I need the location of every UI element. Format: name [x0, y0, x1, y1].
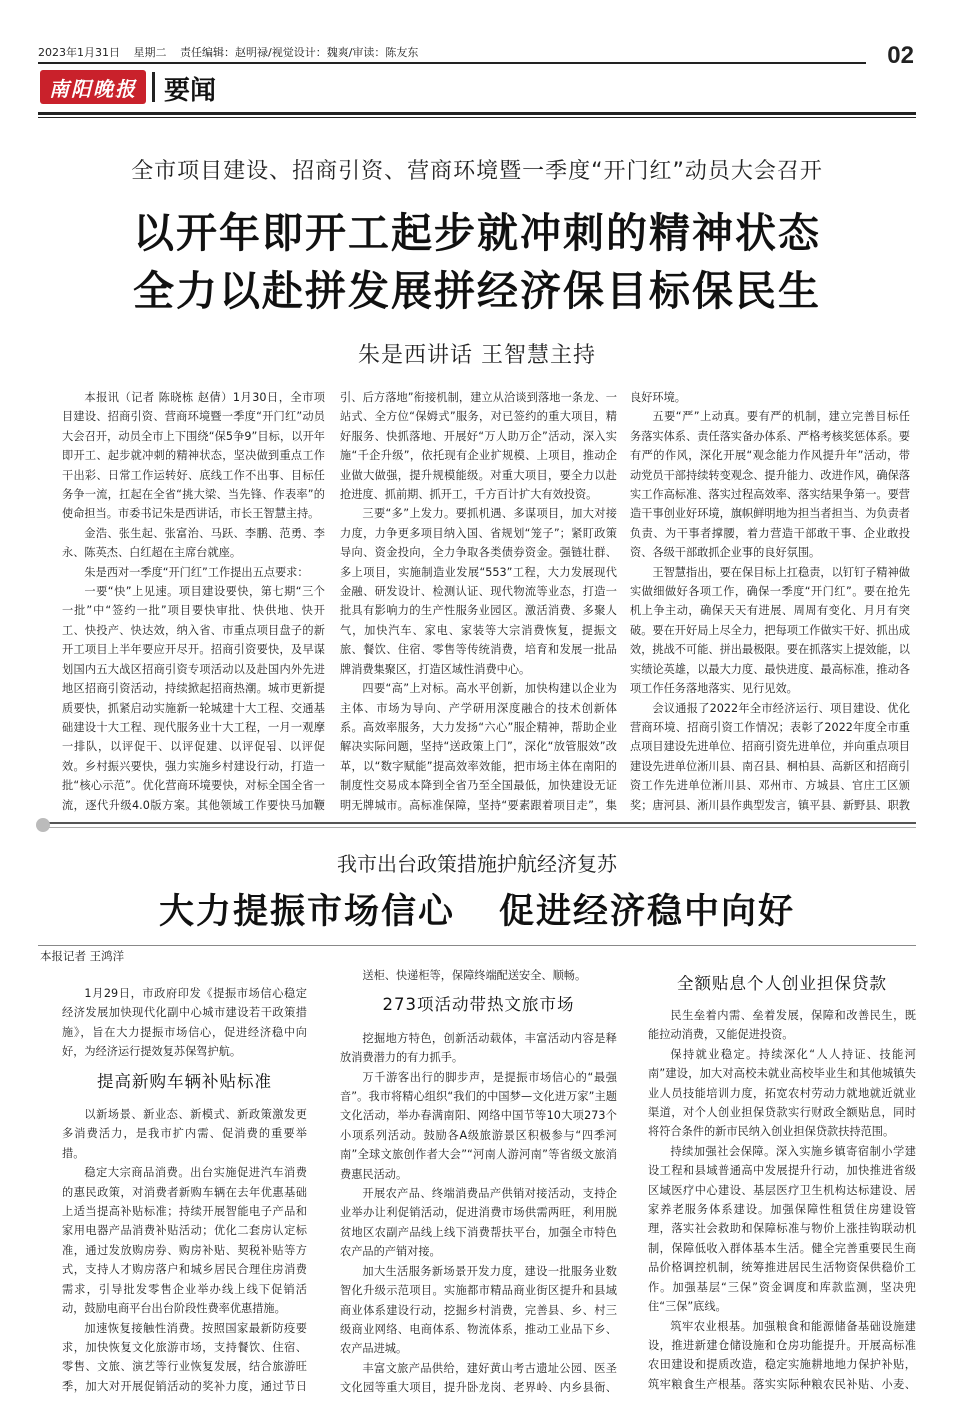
article1-paragraph: 本报讯（记者 陈晓栋 赵倩）1月30日，全市项目建设、招商引资、营商环境暨一季度“开门红”动员大会召开，动员全市上下围绕“保5争9”目标，以开年即开工、起步就冲刺的精神状态，坚决做到重点工作干出彩、日常工作运转好、底线工作不出事、目标任务争一流，扛起在全省“挑大梁、当先锋、作表率”的使命担当。市委书记朱是西讲话，市长王智慧主持。 — [62, 391, 325, 521]
article1-paragraph: 金浩、张生起、张富治、马跃、李鹏、范勇、李永、陈英杰、白红超在主席台就座。 — [62, 526, 325, 560]
article2-column-1 — [62, 984, 307, 1396]
article2-byline: 本报记者 王鸿洋 — [40, 949, 125, 963]
header-thin-rule — [38, 117, 916, 118]
article2-paragraph: 持续加强社会保障。深入实施乡镇寄宿制小学建设工程和县域普通高中发展提升行动，加快推进省级区域医疗中心建设、基层医疗卫生机构达标建设、居家养老服务体系建设。加强保障性租赁住房建设管理，落实社会救助和保障标准与物价上涨挂钩联动机制，保障低收入群体基本生活。健全完善重要民生商品价格调控机制，统筹推进居民生活物资保供稳价工作。加强基层“三保”资金调度和库款监测，坚决兜住“三保”底线。 — [648, 1144, 916, 1314]
article2-subhead-cultural-tourism: 273项活动带热文旅市场 — [382, 995, 575, 1015]
article2-headline-part2: 促进经济稳中向好 — [499, 892, 796, 932]
article1-paragraph: 一要“快”上见速。项目建设要快，第七期“三个一批”中“签约一批”项目要快审批、快供地、快开工、快投产、快达效，纳入省、市重点项目盘子的新开工项目上半年要应开尽开。招商引资要快，及早谋划国内五大战区招商引资专项活动以及赴国内外先进地区招商引资活动，持续掀起招商热潮。城市更新提质要快，抓紧启动实施新一轮城建十大工程、交通基础建设十大工程、现代服务业十大工程，一月一观摩一排队，以评促干、以评促建、以评促됨、以评促效。乡村振兴要快，强力实施乡村建设行动，打造一批“核心示范”。优化营商环境要快，对标全国全省一流，逐代升级4.0版方案。其他领域工作要快马加鞭 — [62, 585, 325, 812]
article1-paragraph: 三要“多”上发力。要抓机遇、多谋项目，加大对接力度，力争更多项目纳入国、省规划“笼子”；紧盯政策导向、资金投向，全力争取各类债券资金。强链壮群、多上项目，实施制造业发展“553”工程，大力发展现代金融、研发设计、检测认证、现代物流等业态，打造一批具有影响力的生产性服务业园区。激活消费、多聚人气，加快汽车、家电、家装等大宗消费恢复，提振文旅、餐饮、住宿、零售等传统消费，培育和发展一批品牌消费集聚区，打造区域性消费中心。 — [340, 507, 617, 676]
article2-paragraph: 加速恢复接触性消费。按照国家最新防疫要求，加快恢复文化旅游市场，支持餐饮、住宿、零售、文旅、演艺等行业恢复发展，结合旅游旺季，加大对开展促销活动的奖补力度，通过节日 — [62, 1321, 307, 1393]
article2-rule — [38, 945, 916, 946]
article2-headline-part1: 大力提振市场信心 — [158, 892, 455, 932]
article2-subhead-loan-interest: 全额贴息个人创业担保贷款 — [677, 974, 887, 993]
article1-paragraph: 良好环境。 — [630, 391, 686, 404]
article2-paragraph: 民生垒着内需、垒着发展，保障和改善民生，既能拉动消费，又能促进投资。 — [648, 1009, 916, 1042]
article2-paragraph: 筑牢农业根基。加强粮食和能源储备基础设施建设，推进新建仓储设施和仓房功能提升。开展高标准农田建设和提质改造，稳定实施耕地地力保护补贴，筑牢粮食生产根基。落实实际种粮农民补贴、小麦、 — [648, 1319, 916, 1391]
article1-paragraph: 王智慧指出，要在保目标上扛稳责，以钉钉子精神做实做细做好各项工作，确保一季度“开门红”。要在抢先机上争主动，确保天天有进展、周周有变化、月月有突破。要在开好局上尽全力，把每项工作做实干好、抓出成效，挑战不可能、拼出最极限。要在抓落实上提效能，以实绩论英雄，以最大力度、最快进度、最高标准，推动各项工作任务落地落实、见行见效。 — [630, 565, 910, 696]
section-divider — [152, 72, 155, 102]
article2-paragraph: 开展农产品、终端消费品产供销对接活动，支持企业举办让利促销活动，促进消费市场供需两旺，利用脱贫地区农副产品线上线下消费帮扶平台，加强全市特色农产品的产销对接。 — [340, 1187, 617, 1259]
article2-headline — [0, 884, 954, 934]
page-number: 02 — [887, 42, 914, 69]
article1-paragraph: 五要“严”上动真。要有严的机制，建立完善目标任务落实体系、责任落实备办体系、严格考核奖惩体系。要有严的作风，深化开展“观念能力作风提升年”活动，带动党员干部持续转变观念、提升能力、改进作风，确保落实工作高标准、落实过程高效率、落实结果争第一。要营造干事创业好环境，旗帜鲜明地为担当者担当、为负责者负责、为干事者撑腰，着力营造干部敢干事、企业敢投资、各级干部敢抓企业事的良好氛围。 — [630, 410, 910, 560]
article1-paragraph: 四要“高”上对标。高水平创新，加快构建以企业为主体、市场为导向、产学研用深度融合的技术创新体系。高效率服务，大力发扬“六心”服企精神，帮助企业解决实际问题，坚持“送政策上门”，深化“放管服效”改革，以“数字赋能”提高效率效能，把市场主体在南阳的制度性交易成本降到全省乃至全国最低，加快建设无证明无牌城市。高标准保障，坚持“要素跟着项目走”，集 — [340, 682, 617, 812]
article2-paragraph: 以新场景、新业态、新模式、新政策激发更多消费活力，是我市扩内需、促消费的重要举措。 — [62, 1108, 307, 1160]
article1-column-2 — [340, 388, 617, 812]
article2-column-3 — [648, 1006, 916, 1396]
article2-paragraph: 丰富文旅产品供给，建好黄山考古遗址公园、医圣文化园等重大项目，提升卧龙岗、老界岭、内乡县衙、 — [340, 1361, 617, 1395]
issue-weekday: 星期二 — [133, 46, 167, 59]
article1-kicker: 全市项目建设、招商引资、营商环境暨一季度“开门红”动员大会召开 — [131, 159, 823, 184]
article2-subhead-car-subsidy: 提高新购车辆补贴标准 — [97, 1071, 272, 1091]
article2-column-2 — [340, 966, 617, 1396]
article-divider — [38, 822, 916, 828]
article2-paragraph: 万千游客出行的脚步声，是提振市场信心的“最强音”。我市将精心组织“我们的中国梦—文化进万家”主题文化活动，举办春满南阳、网络中国节等10大项273个小项系列活动。鼓励各A级旅游景区积极参与“四季河南”全球文旅创作者大会”“河南人游河南”等省级文旅消费惠民活动。 — [340, 1070, 617, 1181]
article2-intro: 1月29日，市政府印发《提振市场信心稳定经济发展加快现代化副中心城市建设若干政策措施》，旨在大力提振市场信心，促进经济稳中向好，为经济运行提效复苏保驾护航。 — [62, 987, 307, 1059]
article1-headline-line1: 以开年即开工起步就冲刺的精神状态 — [133, 209, 821, 257]
newspaper-logo: 南阳晚报 — [40, 70, 146, 104]
article2-kicker: 我市出台政策措施护航经济复苏 — [337, 852, 617, 876]
article1-paragraph: 引、后方落地”衔接机制，建立从洽谈到落地一条龙、一站式、全方位“保姆式”服务，对已签约的重大项目，精好服务、快抓落地、开展好“万人助万企”活动，深入实施“千企升级”，依托现有企业扩规模、上项目，推动企业做大做强，提升规模能级。对重大项目，要全力以赴抢进度、抓前期、抓开工，千方百计扩大有效投资。 — [340, 391, 617, 502]
article2-paragraph: 送柜、快递柜等，保障终端配送安全、顺畅。 — [362, 969, 587, 982]
article2-paragraph: 加大生活服务新场景开发力度，建设一批服务业数智化升级示范项目。实施都市精品商业街区提升和县域商业体系建设行动，挖掘乡村消费，完善县、乡、村三级商业网络、电商体系、物流体系，推动工业品下乡、农产品进城。 — [340, 1264, 617, 1356]
article1-paragraph: 会议通报了2022年全市经济运行、项目建设、优化营商环境、招商引资工作情况；表彰了2022年度全市重点项目建设先进单位、招商引资先进单位，并向重点项目建设先进单位淅川县、南召县、桐柏县、高新区和招商引资工作先进单位淅川县、邓州市、方城县、官庄工区颁奖；唐河县、淅川县作典型发言，镇平县、新野县、职教 — [630, 701, 910, 812]
header-meta — [38, 44, 428, 60]
divider-dot-icon — [36, 818, 50, 832]
header-rule — [38, 62, 866, 64]
editor-credits: 责任编辑：赵明禄/视觉设计：魏爽/审读：陈友东 — [180, 46, 419, 59]
article1-headline-line2: 全力以赴拼发展拼经济保目标保民生 — [133, 267, 821, 315]
article2-paragraph: 保持就业稳定。持续深化“人人持证、技能河南”建设，加大对高校未就业高校毕业生和其他城镇失业人员技能培训力度，拓宽农村劳动力就地就近就业渠道，对个人创业担保贷款实行财政全额贴息，同时将符合条件的新市民纳入创业担保贷款扶持范围。 — [648, 1047, 916, 1139]
article2-paragraph: 挖掘地方特色，创新活动载体，丰富活动内容是释放消费潜力的有力抓手。 — [340, 1031, 617, 1065]
article1-subhead: 朱是西讲话 王智慧主持 — [358, 343, 596, 368]
issue-date: 2023年1月31日 — [38, 46, 120, 59]
article2-paragraph: 稳定大宗商品消费。出台实施促进汽车消费的惠民政策，对消费者新购车辆在去年优惠基础上适当提高补贴标准；持续开展智能电子产品和家用电器产品消费补贴活动；优化二套房认定标准，通过发放购房券、购房补贴、契税补贴等方式，支持人才购房落户和城乡居民合理住房消费需求，引导批发零售企业举办线上线下促销活动，鼓励电商平台出台阶段性费率优惠措施。 — [62, 1166, 307, 1316]
header-thick-rule — [38, 112, 916, 115]
article1-column-1 — [62, 388, 325, 812]
section-title: 要闻 — [164, 76, 217, 106]
article1-column-3 — [630, 388, 910, 812]
article1-paragraph: 朱是西对一季度“开门红”工作提出五点要求： — [84, 565, 309, 579]
